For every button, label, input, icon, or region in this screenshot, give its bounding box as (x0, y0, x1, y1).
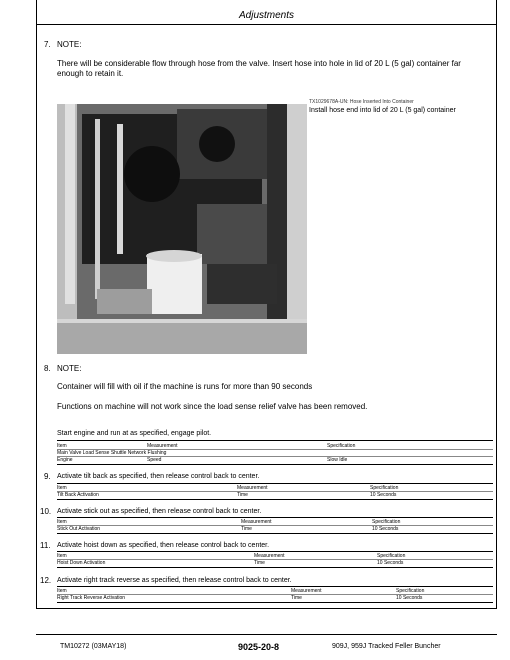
table-rule (57, 602, 493, 603)
table-cell: 10 Seconds (396, 595, 423, 601)
table-header-measurement: Measurement (291, 588, 322, 594)
table-header-item: Item (57, 485, 67, 491)
step-8-note-2: Functions on machine will not work since the load sense relief valve has been removed. (57, 402, 368, 411)
figure-reference-id: TX1029678A-UN: Hose Inserted Into Container (309, 99, 414, 105)
table-header-specification: Specification (377, 553, 406, 559)
footer-document-id: TM10272 (03MAY18) (60, 643, 127, 650)
table-header-item: Item (57, 553, 67, 559)
table-header-specification: Specification (372, 519, 401, 525)
footer-divider (36, 634, 497, 635)
table-rule (57, 491, 493, 492)
hose-container-photo (57, 104, 307, 354)
table-cell: Time (241, 526, 252, 532)
table-header-measurement: Measurement (237, 485, 268, 491)
table-rule (57, 567, 493, 568)
table-rule (57, 440, 493, 441)
table-cell: Hoist Down Activation (57, 560, 106, 566)
table-header-item: Item (57, 588, 67, 594)
table-cell: Time (291, 595, 302, 601)
table-rule (57, 586, 493, 587)
step-7-text-line2: enough to retain it. (57, 69, 124, 78)
step-8-instruction: Start engine and run at as specified, engage pilot. (57, 430, 212, 437)
step-11-instruction: Activate hoist down as specified, then release control back to center. (57, 542, 270, 549)
table-rule (57, 559, 493, 560)
step-10-number: 10. (40, 507, 52, 516)
step-8-note-1: Container will fill with oil if the machine is runs for more than 90 seconds (57, 382, 313, 391)
table-header-item: Item (57, 443, 67, 449)
table-rule (57, 483, 493, 484)
header-divider (36, 24, 497, 25)
table-header-specification: Specification (370, 485, 399, 491)
step-7-text-line1: There will be considerable flow through hose from the valve. Insert hose into hole in lid of 20 L (5 gal) container far (57, 59, 461, 68)
step-12-instruction: Activate right track reverse as specified, then release control back to center. (57, 577, 292, 584)
footer-product-name: 909J, 959J Tracked Feller Buncher (332, 643, 441, 650)
table-header-measurement: Measurement (241, 519, 272, 525)
footer-page-number: 9025-20-8 (238, 642, 280, 652)
table-cell: Right Track Reverse Activation (57, 595, 126, 601)
table-header-measurement: Measurement (254, 553, 285, 559)
step-9-number: 9. (44, 472, 51, 481)
table-rule (57, 525, 493, 526)
table-rule (57, 499, 493, 500)
table-rule (57, 464, 493, 465)
table-cell: Time (254, 560, 265, 566)
table-cell: 10 Seconds (372, 526, 399, 532)
table-cell: Engine (57, 457, 73, 463)
table-header-measurement: Measurement (147, 443, 178, 449)
table-cell: Time (237, 492, 248, 498)
step-7-label: NOTE: (57, 40, 82, 49)
table-rule (57, 551, 493, 552)
table-header-specification: Specification (396, 588, 425, 594)
table-cell: Slow Idle (327, 457, 348, 463)
step-9-instruction: Activate tilt back as specified, then release control back to center. (57, 473, 260, 480)
figure-caption: Install hose end into lid of 20 L (5 gal) container (309, 107, 456, 114)
table-cell: 10 Seconds (377, 560, 404, 566)
step-11-number: 11. (40, 541, 51, 550)
table-cell: Stick Out Activation (57, 526, 101, 532)
step-7-number: 7. (44, 40, 51, 49)
step-12-number: 12. (40, 576, 52, 585)
step-10-instruction: Activate stick out as specified, then release control back to center. (57, 508, 262, 515)
table-cell: Tilt Back Activation (57, 492, 99, 498)
table-header-specification: Specification (327, 443, 356, 449)
table-cell: Main Valve Load Sense Shuttle Network Flushing (57, 450, 167, 456)
table-cell: 10 Seconds (370, 492, 397, 498)
table-rule (57, 517, 493, 518)
step-8-label: NOTE: (57, 364, 82, 373)
step-8-number: 8. (44, 364, 51, 373)
table-rule (57, 533, 493, 534)
table-rule (57, 456, 493, 457)
page-title: Adjustments (238, 10, 295, 21)
table-cell: Speed (147, 457, 162, 463)
table-header-item: Item (57, 519, 67, 525)
